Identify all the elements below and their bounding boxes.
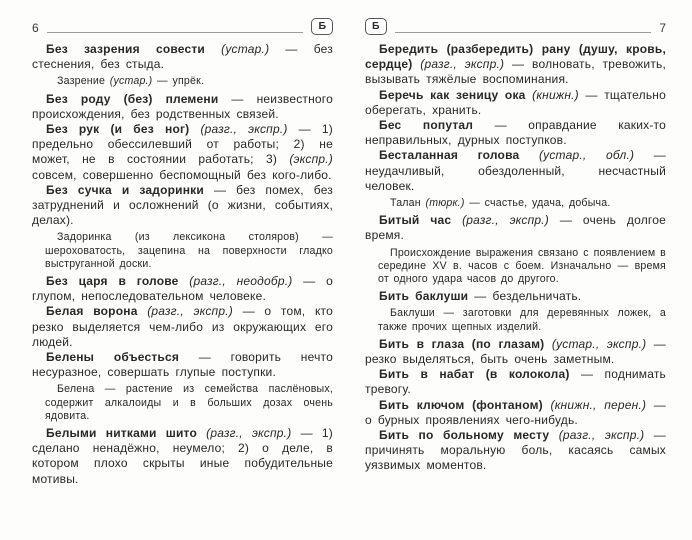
usage-label: (устар.) — [221, 42, 270, 56]
headword: Без зазрения совести — [46, 42, 222, 56]
usage-label: (разг., экспр.) — [558, 428, 645, 443]
usage-label: (разг., неодобр.) — [189, 274, 293, 289]
headword: Без рук (и без ног) — [46, 122, 201, 137]
definition-text: — очень долгое время. — [365, 213, 666, 243]
usage-label: (устар.) — [109, 75, 153, 88]
definition-text: Задоринка (из лексикона столяров) — шероховатость, зацепина на поверхности гладко выструганной доски. — [45, 231, 333, 270]
page-header-left — [32, 16, 333, 35]
definition-text: — счастье, удача, добыча. — [464, 197, 611, 210]
headword: Бесталанная голова — [379, 148, 539, 163]
usage-note — [378, 307, 666, 333]
dictionary-entry — [32, 274, 333, 304]
definition-text: — без стеснения, без стыда. — [32, 42, 333, 72]
usage-label: (устар., обл.) — [538, 148, 635, 163]
usage-label: (разг., экспр.) — [462, 213, 550, 228]
definition-text: — причинять моральную боль, касаясь самых уязвимых моментов. — [365, 428, 666, 473]
headword: Белыми нитками шито — [46, 426, 207, 441]
definition-text: Талан — [390, 197, 426, 210]
page-header-right — [365, 16, 666, 35]
dictionary-entry — [365, 337, 666, 367]
definition-text: — говорить нечто несуразное, совершать глупые поступки. — [32, 350, 333, 380]
headword: Бить баклуши — [379, 289, 475, 304]
page-right — [365, 16, 666, 540]
definition-text: — волновать, тревожить, вызывать тяжёлые воспоминания. — [365, 57, 666, 87]
dictionary-entry — [365, 367, 666, 397]
definition-text: — без помех, без затруднений и осложнений (о жизни, событиях, делах). — [32, 182, 334, 228]
headword: Бередить (разбередить) рану (душу, кровь, сердце) — [365, 42, 666, 72]
dictionary-entry — [365, 213, 666, 243]
definition-text: — неудачливый, обездоленный, несчастный человек. — [365, 148, 666, 193]
headword: Бес попутал — [379, 118, 495, 133]
usage-label: (книжн., перен.) — [550, 397, 647, 412]
headword: Бить в глаза (по глазам) — [379, 336, 552, 351]
definition-text: — поднимать тревогу. — [365, 367, 667, 397]
dictionary-entry — [32, 122, 333, 183]
headword: Белая ворона — [46, 304, 148, 319]
headword: Без царя в голове — [46, 274, 190, 289]
dictionary-entry — [32, 304, 333, 350]
usage-label: (разг., экспр.) — [147, 304, 233, 319]
definition-text: — упрёк. — [152, 75, 205, 88]
definition-text: Зазрение — [57, 75, 110, 88]
usage-note — [45, 383, 333, 423]
dictionary-entry — [365, 88, 666, 118]
usage-note — [378, 247, 666, 287]
letter-badge-left: Б — [311, 18, 333, 35]
headword: Без роду (без) племени — [46, 91, 232, 106]
dictionary-entry — [365, 398, 666, 428]
usage-note — [45, 75, 333, 88]
headword: Без сучка и задоринки — [46, 182, 214, 197]
dictionary-entry — [32, 350, 333, 380]
page-number-right: 7 — [659, 21, 666, 35]
headword: Беречь как зеницу ока — [379, 87, 533, 102]
dictionary-entry — [32, 183, 333, 229]
definition-text: Происхождение выражения связано с появлением в середине XV в. часов с боем. Изначально — время от одного удара часов до другого. — [378, 246, 666, 286]
header-rule — [395, 32, 652, 33]
headword: Бить в набат (в колокола) — [379, 367, 581, 382]
definition-text: — неизвестного происхождения, без родственных связей. — [32, 91, 333, 121]
page-number-left: 6 — [32, 21, 39, 35]
header-rule — [47, 32, 304, 33]
definition-text: — оправдание каких-то неправильных, дурных поступков. — [365, 118, 666, 148]
letter-badge-right: Б — [365, 18, 387, 35]
usage-label: (книжн.) — [532, 87, 579, 102]
usage-label: (тюрк.) — [425, 197, 465, 210]
usage-label: (экспр.) — [289, 152, 333, 167]
usage-note — [45, 231, 333, 271]
headword: Бить ключом (фонтаном) — [379, 397, 551, 412]
dictionary-entry — [365, 148, 666, 194]
page-body-left — [32, 42, 333, 487]
definition-text: — о глупом, непоследовательном человеке. — [32, 274, 333, 304]
usage-label: (устар., экспр.) — [551, 336, 647, 351]
dictionary-entry — [365, 428, 666, 474]
definition-text: — тщательно оберегать, хранить. — [365, 87, 666, 117]
definition-text: — резко выделяться, быть очень заметным. — [365, 336, 667, 367]
dictionary-entry — [365, 289, 666, 304]
usage-label: (разг., экспр.) — [420, 57, 505, 72]
dictionary-entry — [365, 42, 666, 88]
definition-text: — бездельничать. — [474, 289, 582, 304]
headword: Белены объесться — [46, 350, 199, 365]
definition-text: — о бурных проявлениях чего-нибудь. — [365, 397, 667, 427]
dictionary-entry — [32, 42, 333, 72]
definition-text: — 1) сделано ненадёжно, неумело; 2) о деле, в котором плохо скрыты иные побудительные мотивы. — [32, 426, 333, 486]
definition-text: Белена — растение из семейства паслёновых, содержит алкалоиды и в больших дозах очень ядовита. — [45, 383, 333, 422]
definition-text: Баклуши — заготовки для деревянных ложек, а также прочих щепных изделий. — [378, 307, 666, 333]
page-body-right — [365, 42, 666, 474]
definition-text: — 1) предельно обессилевший от работы; 2) не может, не в состоянии работать; 3) — [32, 122, 333, 167]
page-left — [32, 16, 333, 540]
usage-note — [378, 197, 666, 210]
dictionary-entry — [365, 118, 666, 148]
usage-label: (разг., экспр.) — [200, 122, 288, 137]
dictionary-entry — [32, 426, 333, 487]
headword: Битый час — [379, 213, 463, 228]
headword: Бить по больному месту — [379, 428, 559, 443]
dictionary-entry — [32, 92, 333, 122]
definition-text: совсем, совершенно беспомощный без кого-либо. — [32, 167, 332, 182]
usage-label: (разг., экспр.) — [206, 426, 292, 441]
definition-text: — о том, кто резко выделяется чем-либо из окружающих его людей. — [32, 304, 333, 349]
